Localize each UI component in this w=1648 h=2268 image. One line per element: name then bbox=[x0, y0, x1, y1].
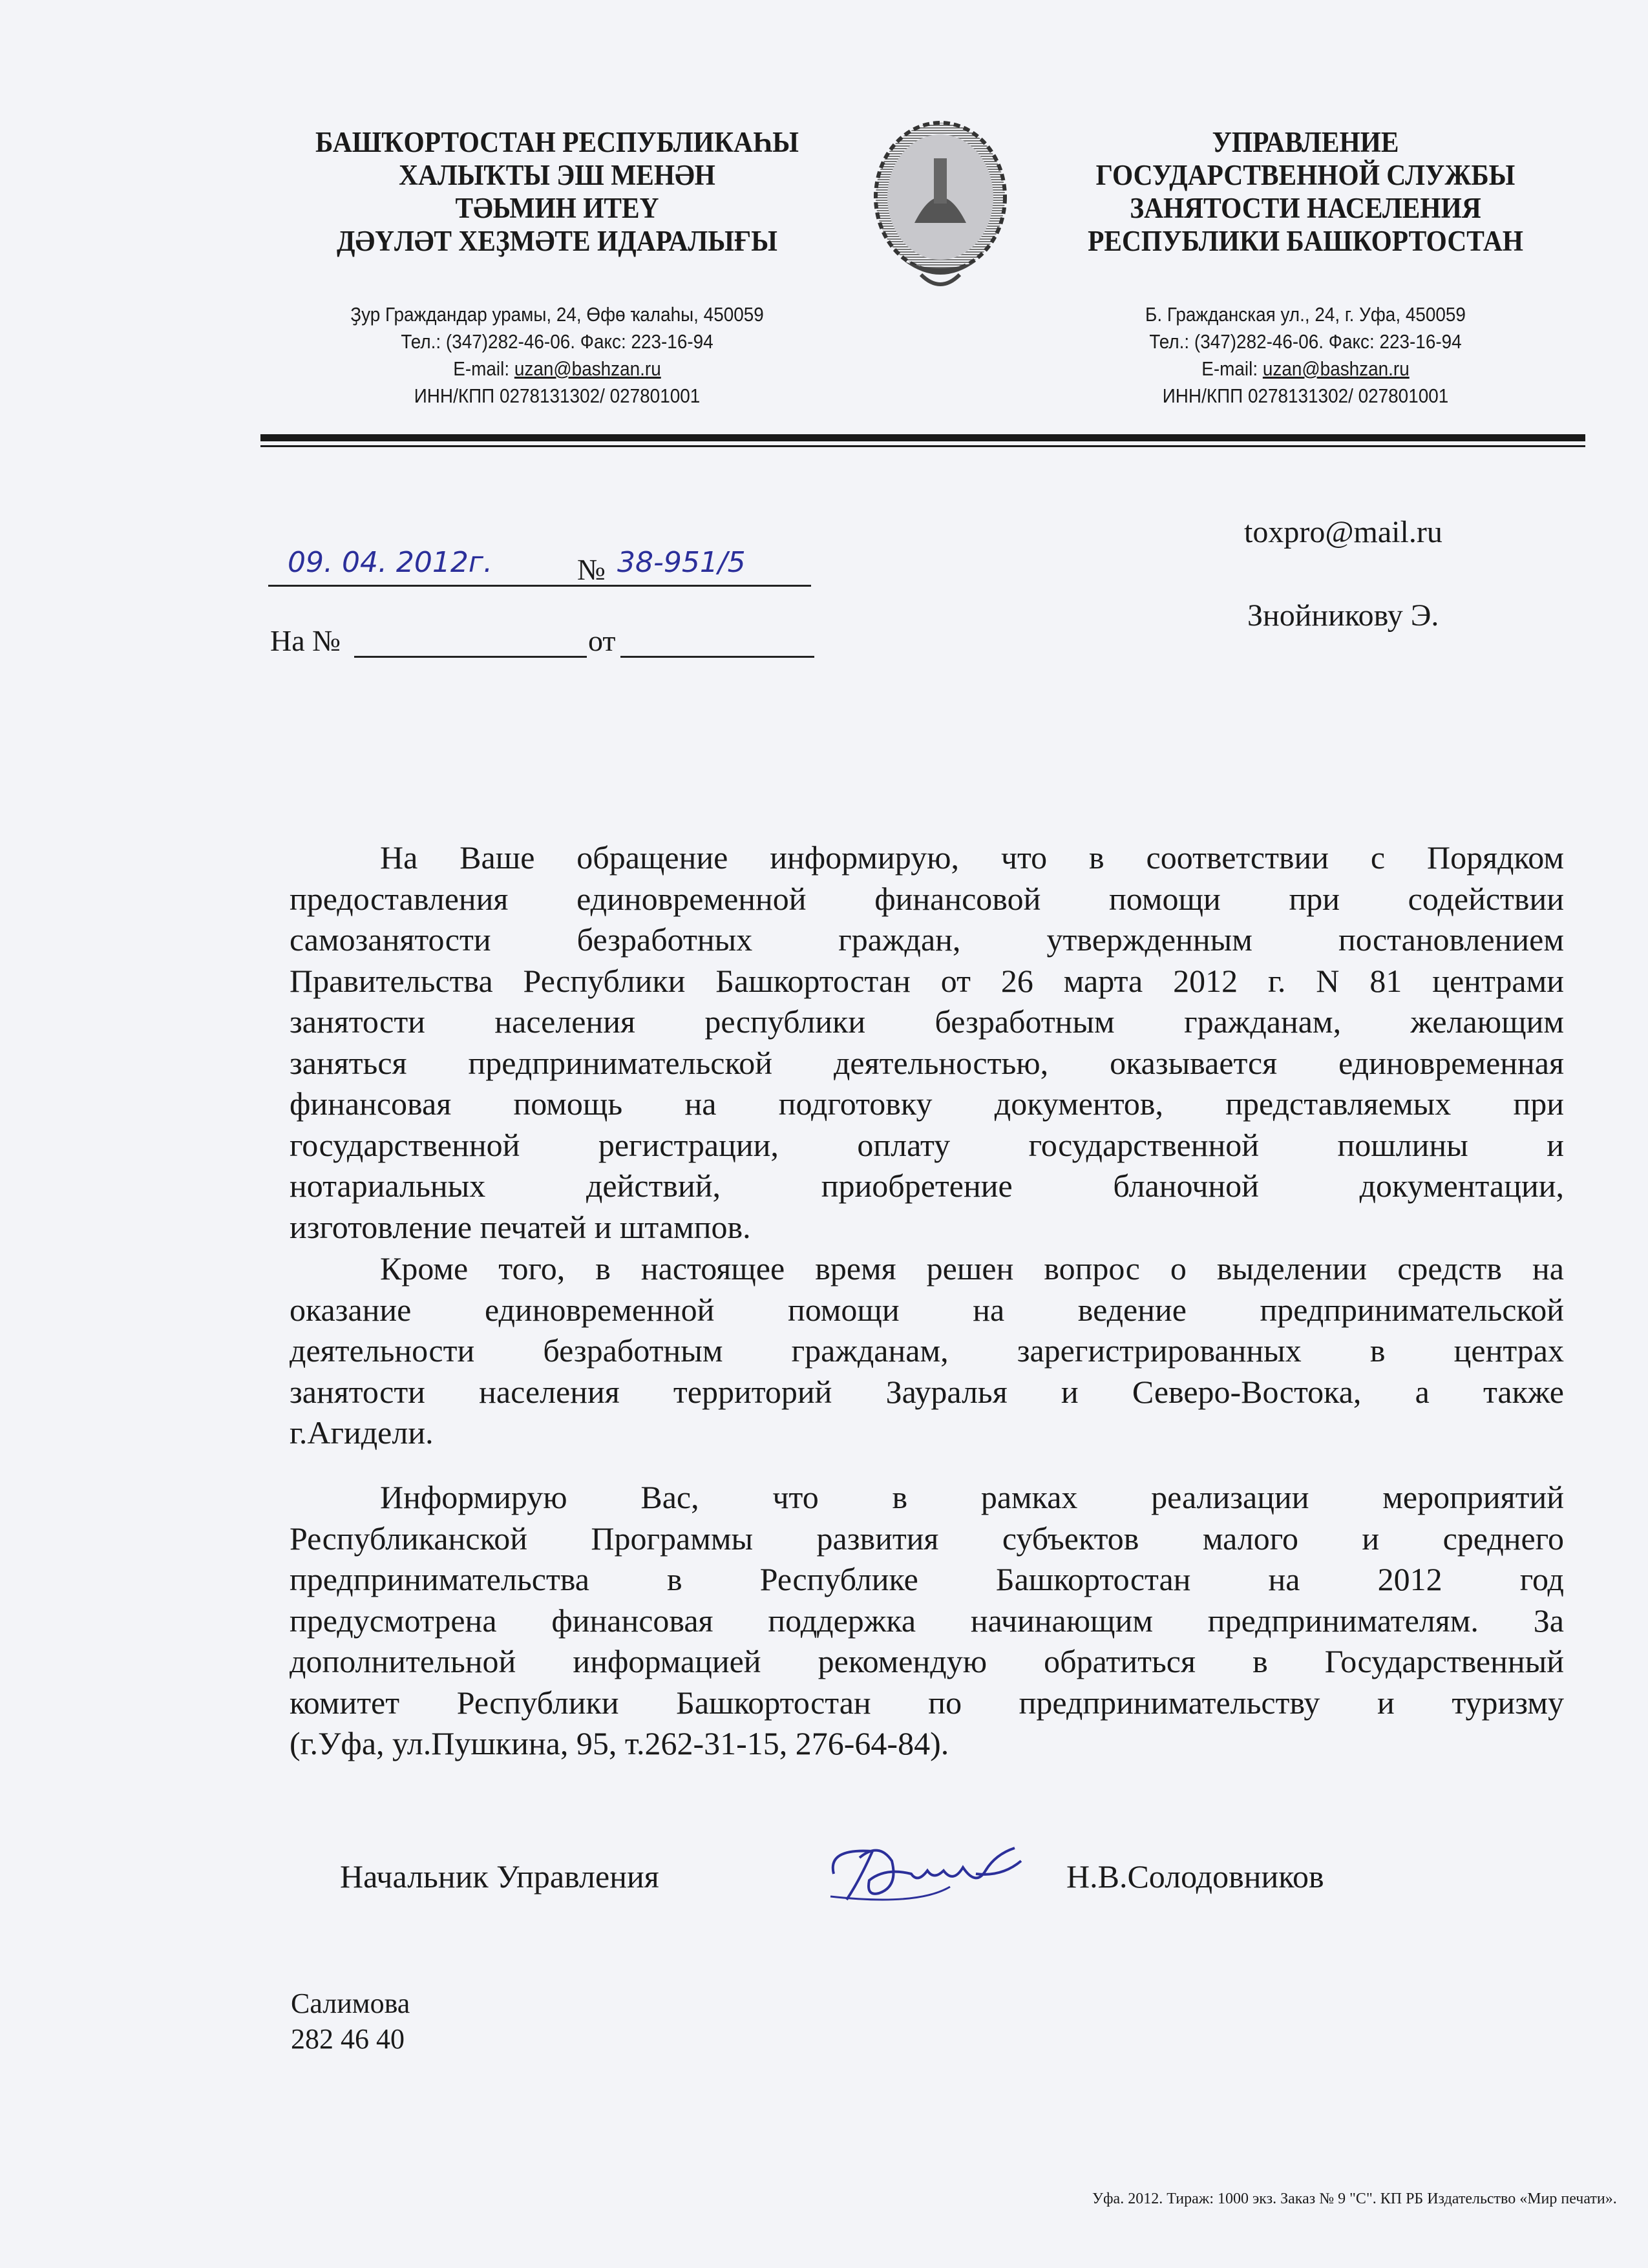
left-title-line: БАШҠОРТОСТАН РЕСПУБЛИКАҺЫ bbox=[315, 126, 799, 158]
outgoing-number: 38-951/5 bbox=[617, 546, 746, 579]
email-label: E-mail: bbox=[1201, 357, 1263, 380]
body-paragraph-1 bbox=[290, 837, 1564, 1248]
left-contact-block bbox=[295, 301, 819, 410]
body-line: предоставления единовременной финансовой помощи при содействии bbox=[290, 880, 1564, 917]
right-title-line: ГОСУДАРСТВЕННОЙ СЛУЖБЫ bbox=[1095, 159, 1516, 191]
body-line: нотариальных действий, приобретение бланочной документации, bbox=[290, 1168, 1564, 1204]
recipient-name: Знойникову Э. bbox=[1247, 598, 1439, 633]
body-line: оказание единовременной помощи на ведение предпринимательской bbox=[290, 1291, 1564, 1328]
right-phone: Тел.: (347)282-46-06. Факс: 223-16-94 bbox=[1149, 330, 1462, 353]
body-line: заняться предпринимательской деятельностью, оказывается единовременная bbox=[290, 1044, 1564, 1081]
handwritten-signature bbox=[821, 1835, 1034, 1913]
email-link[interactable]: uzan@bashzan.ru bbox=[1262, 357, 1410, 380]
body-line: Республиканской Программы развития субъектов малого и среднего bbox=[290, 1520, 1564, 1557]
right-contact-block bbox=[1044, 301, 1567, 410]
body-line: г.Агидели. bbox=[290, 1414, 434, 1451]
left-title-line: ХАЛЫҠТЫ ЭШ МЕНӘН bbox=[399, 159, 715, 191]
body-line: изготовление печатей и штампов. bbox=[290, 1208, 751, 1245]
outgoing-date: 09. 04. 2012г. bbox=[288, 546, 493, 579]
header-divider-thick bbox=[260, 434, 1585, 441]
body-line: предусмотрена финансовая поддержка начинающим предпринимателям. За bbox=[290, 1602, 1564, 1639]
right-email-row bbox=[1044, 355, 1567, 383]
left-address: Ҙур Граждандар урамы, 24, Өфө ҡалаһы, 450059 bbox=[350, 303, 764, 326]
reference-number-blank bbox=[354, 656, 587, 658]
coat-of-arms-icon bbox=[860, 120, 1021, 294]
email-label: E-mail: bbox=[453, 357, 514, 380]
body-line: Кроме того, в настоящее время решен вопрос о выделении средств на bbox=[380, 1250, 1564, 1286]
body-line: государственной регистрации, оплату государственной пошлины и bbox=[290, 1126, 1564, 1163]
left-email-row bbox=[295, 355, 819, 383]
right-title-line: УПРАВЛЕНИЕ bbox=[1212, 126, 1399, 158]
body-line: финансовая помощь на подготовку документов, представляемых при bbox=[290, 1086, 1564, 1122]
body-line: самозанятости безработных граждан, утвержденным постановлением bbox=[290, 921, 1564, 958]
left-title-line: ДӘҮЛӘТ ХЕҘМӘТЕ ИДАРАЛЫҒЫ bbox=[337, 225, 777, 257]
signatory-name: Н.В.Солодовников bbox=[1066, 1858, 1324, 1895]
print-imprint: Уфа. 2012. Тираж: 1000 экз. Заказ № 9 "С". КП РБ Издательство «Мир печати». bbox=[1092, 2190, 1617, 2207]
right-inn: ИНН/КПП 0278131302/ 027801001 bbox=[1162, 384, 1449, 407]
right-org-title bbox=[1038, 126, 1573, 258]
left-phone: Тел.: (347)282-46-06. Факс: 223-16-94 bbox=[401, 330, 713, 353]
body-line: занятости населения территорий Зауралья и Северо-Востока, а также bbox=[290, 1373, 1564, 1410]
email-link[interactable]: uzan@bashzan.ru bbox=[514, 357, 661, 380]
right-title-line: РЕСПУБЛИКИ БАШКОРТОСТАН bbox=[1088, 225, 1523, 257]
left-org-title bbox=[290, 126, 825, 258]
body-line: На Ваше обращение информирую, что в соответствии с Порядком bbox=[380, 839, 1564, 876]
left-inn: ИНН/КПП 0278131302/ 027801001 bbox=[414, 384, 701, 407]
body-line: предпринимательства в Республике Башкортостан на 2012 год bbox=[290, 1561, 1564, 1597]
reference-date-blank bbox=[620, 656, 814, 658]
reference-from-label: от bbox=[588, 624, 616, 657]
executor-name: Салимова bbox=[291, 1988, 410, 2019]
number-label: № bbox=[577, 553, 606, 586]
body-paragraph-2 bbox=[290, 1248, 1564, 1454]
body-line: деятельности безработным гражданам, зарегистрированных в центрах bbox=[290, 1332, 1564, 1369]
right-title-line: ЗАНЯТОСТИ НАСЕЛЕНИЯ bbox=[1130, 192, 1481, 224]
body-line: дополнительной информацией рекомендую обратиться в Государственный bbox=[290, 1643, 1564, 1679]
body-line: Правительства Республики Башкортостан от 26 марта 2012 г. N 81 центрами bbox=[290, 962, 1564, 999]
body-line: (г.Уфа, ул.Пушкина, 95, т.262-31-15, 276-64-84). bbox=[290, 1725, 949, 1761]
left-title-line: ТӘЬМИН ИТЕҮ bbox=[455, 192, 659, 224]
reference-label: На № bbox=[270, 624, 341, 657]
body-line: Информирую Вас, что в рамках реализации мероприятий bbox=[380, 1479, 1564, 1515]
right-address: Б. Гражданская ул., 24, г. Уфа, 450059 bbox=[1145, 303, 1466, 326]
body-line: занятости населения республики безработным гражданам, желающим bbox=[290, 1003, 1564, 1040]
executor-phone: 282 46 40 bbox=[291, 2023, 405, 2055]
header-divider-thin bbox=[260, 445, 1585, 447]
body-paragraph-3 bbox=[290, 1477, 1564, 1765]
recipient-email: toxpro@mail.ru bbox=[1244, 515, 1442, 549]
signatory-position: Начальник Управления bbox=[340, 1858, 659, 1895]
date-number-underline bbox=[268, 585, 811, 587]
body-line: комитет Республики Башкортостан по предпринимательству и туризму bbox=[290, 1684, 1564, 1721]
